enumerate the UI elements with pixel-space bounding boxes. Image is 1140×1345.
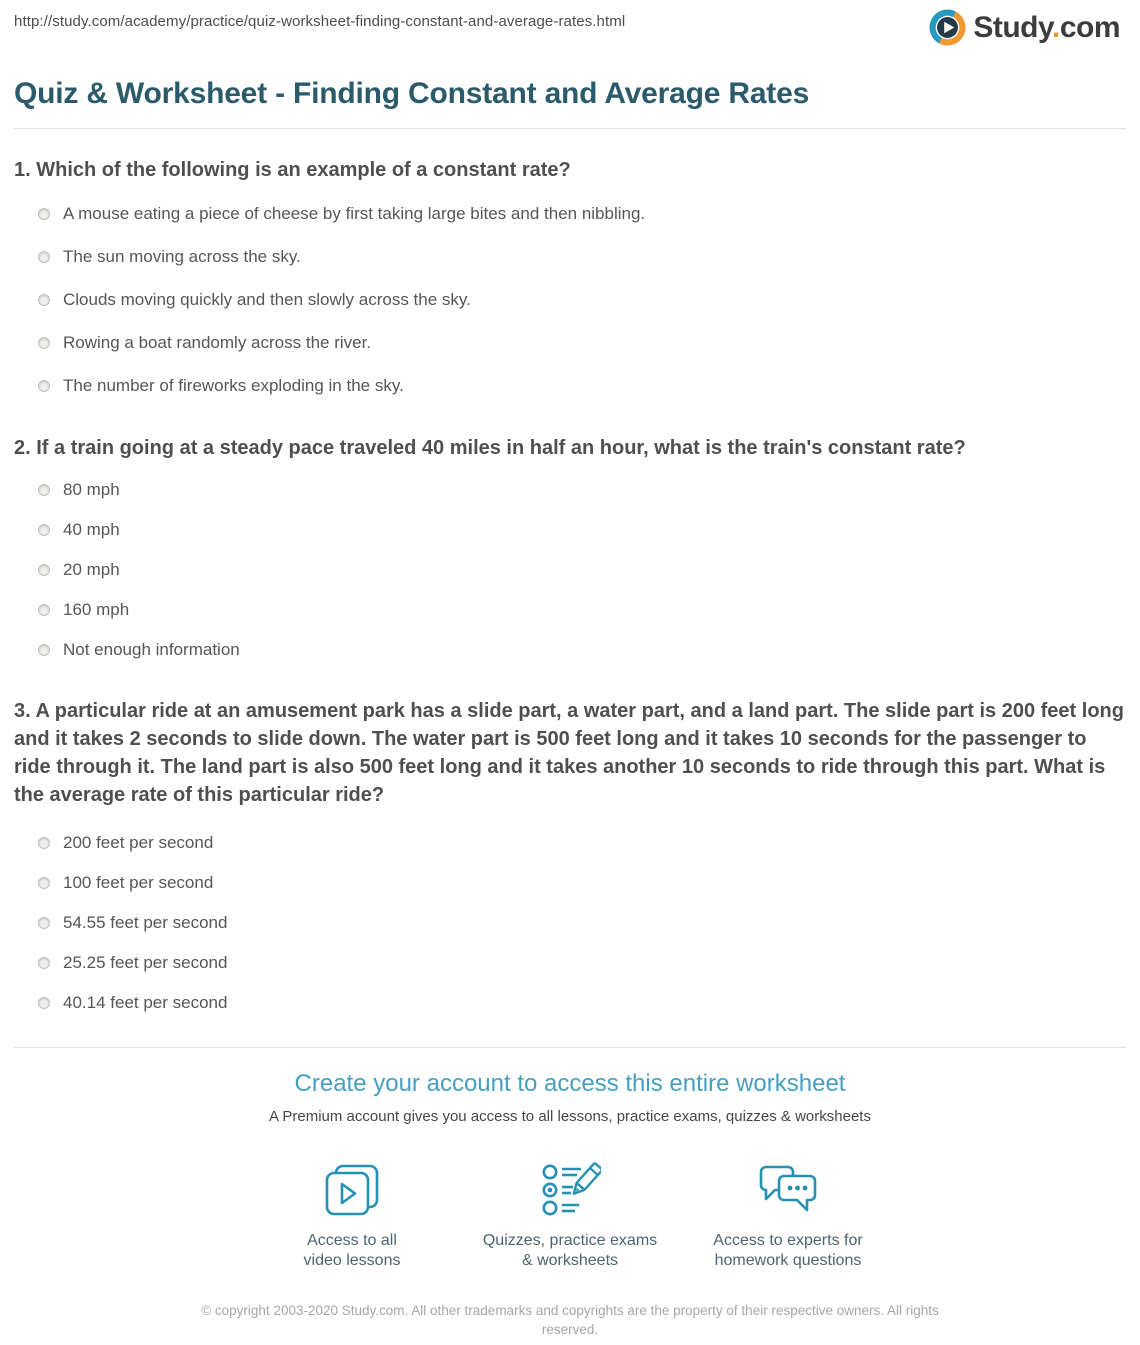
cta-section [14,1070,1126,1339]
q3-option-5[interactable] [14,983,1126,1023]
q2-option-2-label[interactable]: 40 mph [63,520,120,539]
q3-option-2-radio[interactable] [38,877,50,889]
feature-quizzes-label: Quizzes, practice exams & worksheets [482,1232,658,1269]
q3-option-3-label[interactable]: 54.55 feet per second [63,913,228,932]
cta-subheading: A Premium account gives you access to all lessons, practice exams, quizzes & worksheets [269,1108,871,1125]
q3-option-4-label[interactable]: 25.25 feet per second [63,953,228,972]
quizzes-worksheets-icon [539,1157,601,1219]
q2-option-1[interactable] [14,470,1126,510]
q3-option-1[interactable] [14,823,1126,863]
question-2 [14,434,1126,670]
q2-option-1-radio[interactable] [38,484,50,496]
question-1 [14,156,1126,407]
q1-option-2[interactable] [14,235,1126,278]
feature-video-lessons [243,1157,461,1271]
q2-option-3[interactable] [14,550,1126,590]
q1-option-2-radio[interactable] [38,251,50,263]
page-header [14,0,1126,58]
q1-option-3-label[interactable]: Clouds moving quickly and then slowly across the sky. [63,289,471,309]
chat-experts-icon [756,1157,820,1219]
studycom-logo[interactable] [929,9,1120,46]
copyright-text: © copyright 2003-2020 Study.com. All other trademarks and copyrights are the property of their respective owners. All rights reserved. [201,1303,939,1337]
q1-option-1-label[interactable]: A mouse eating a piece of cheese by first taking large bites and then nibbling. [63,203,646,223]
q1-option-5-label[interactable]: The number of fireworks exploding in the sky. [63,375,404,395]
q2-option-4-label[interactable]: 160 mph [63,600,130,619]
q1-option-5-radio[interactable] [38,380,50,392]
q2-option-3-label[interactable]: 20 mph [63,560,120,579]
question-3-options [14,823,1126,1023]
q2-option-5[interactable] [14,630,1126,670]
page-title: Quiz & Worksheet - Finding Constant and Average Rates [14,77,810,110]
page-url: http://study.com/academy/practice/quiz-worksheet-finding-constant-and-average-rates.html [14,13,626,30]
q1-option-3[interactable] [14,278,1126,321]
question-1-text: 1. Which of the following is an example of a constant rate? [14,159,571,181]
q1-option-4-radio[interactable] [38,337,50,349]
q2-option-4-radio[interactable] [38,604,50,616]
q2-option-2[interactable] [14,510,1126,550]
q1-option-4[interactable] [14,321,1126,364]
q1-option-4-label[interactable]: Rowing a boat randomly across the river. [63,332,372,352]
q3-option-3-radio[interactable] [38,917,50,929]
feature-experts [679,1157,897,1271]
q2-option-3-radio[interactable] [38,564,50,576]
q2-option-2-radio[interactable] [38,524,50,536]
video-lessons-icon [323,1157,381,1219]
question-3-text: 3. A particular ride at an amusement park has a slide part, a water part, and a land part. The slide part is 200 feet long and it takes 2 seconds to slide down. The water part is 500 feet long and it takes 10 seconds for the passenger to ride through it. The land part is also 500 feet long and it takes another 10 seconds to ride through this part. What is the average rate of this particular ride? [14,700,1124,806]
question-2-options [14,470,1126,670]
q3-option-3[interactable] [14,903,1126,943]
play-circle-icon [929,9,966,46]
q2-option-4[interactable] [14,590,1126,630]
q3-option-2-label[interactable]: 100 feet per second [63,873,214,892]
cta-heading: Create your account to access this entire worksheet [294,1070,846,1097]
q1-option-1-radio[interactable] [38,208,50,220]
question-3 [14,697,1126,1023]
question-2-text: 2. If a train going at a steady pace traveled 40 miles in half an hour, what is the train's constant rate? [14,437,966,459]
q3-option-5-radio[interactable] [38,997,50,1009]
cta-divider [14,1047,1126,1048]
q2-option-5-label[interactable]: Not enough information [63,640,240,659]
q3-option-5-label[interactable]: 40.14 feet per second [63,993,228,1012]
feature-quizzes [461,1157,679,1271]
question-1-options [14,192,1126,407]
title-divider [14,128,1126,129]
q3-option-4[interactable] [14,943,1126,983]
q1-option-5[interactable] [14,364,1126,407]
cta-features [14,1157,1126,1271]
logo-wordmark: Study.com [973,10,1120,44]
q3-option-1-label[interactable]: 200 feet per second [63,833,214,852]
q2-option-1-label[interactable]: 80 mph [63,480,120,499]
q1-option-3-radio[interactable] [38,294,50,306]
q3-option-4-radio[interactable] [38,957,50,969]
q3-option-1-radio[interactable] [38,837,50,849]
q2-option-5-radio[interactable] [38,644,50,656]
q1-option-2-label[interactable]: The sun moving across the sky. [63,246,301,266]
feature-video-lessons-label: Access to all video lessons [303,1232,401,1269]
feature-experts-label: Access to experts for homework questions [713,1232,863,1269]
q1-option-1[interactable] [14,192,1126,235]
q3-option-2[interactable] [14,863,1126,903]
